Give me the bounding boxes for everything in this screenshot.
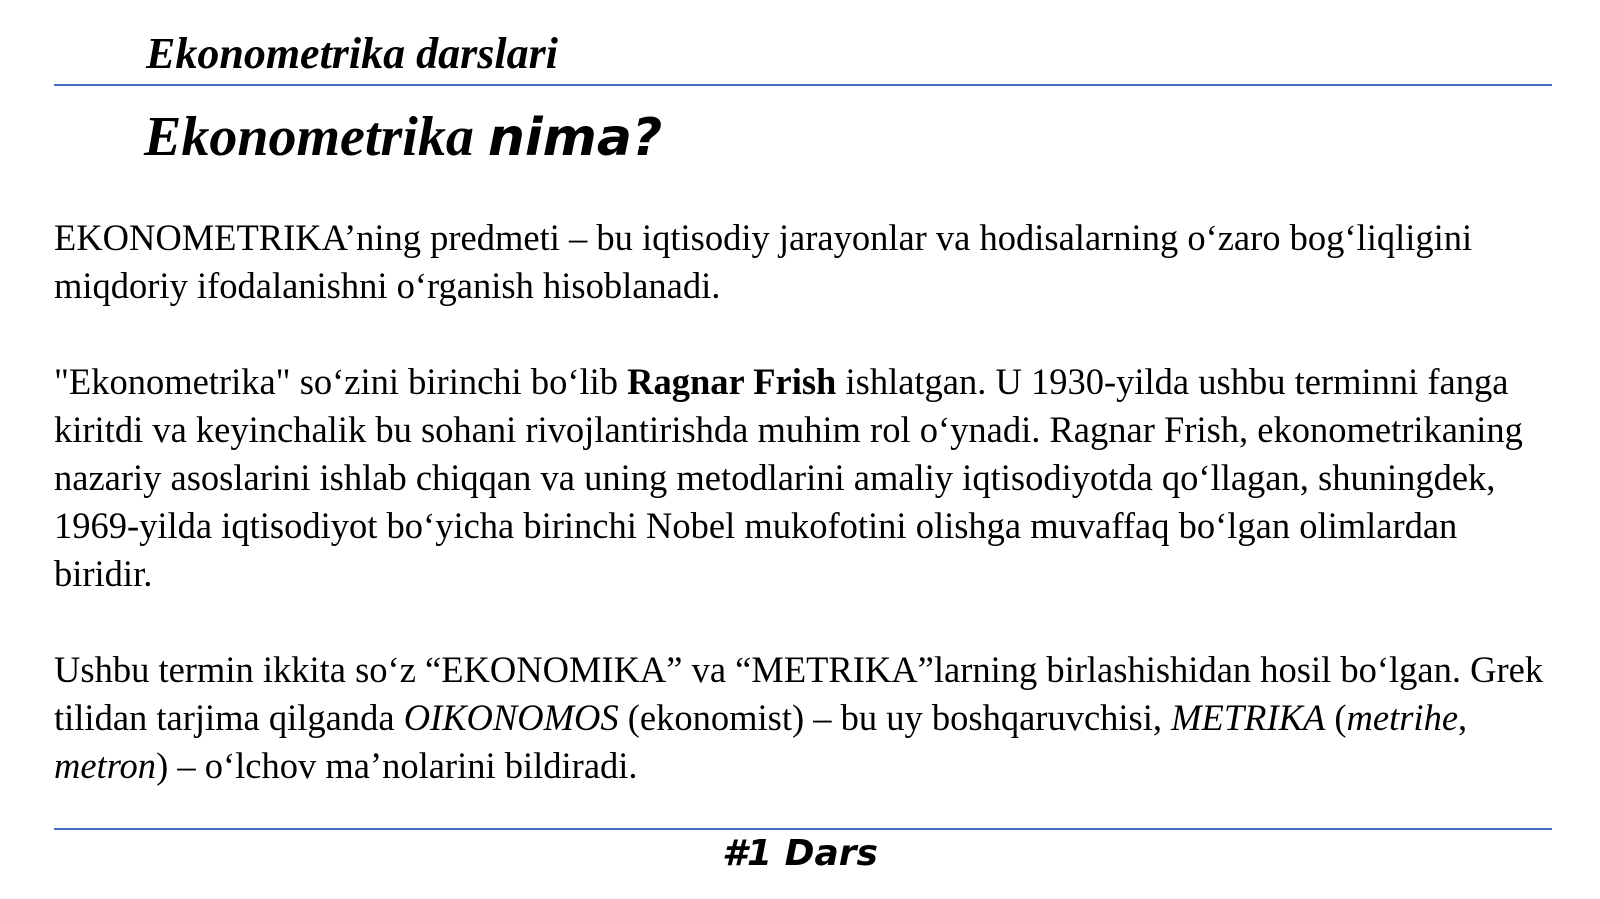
term-oikonomos: OIKONOMOS bbox=[403, 697, 619, 738]
history-text-end: ishlatgan. U 1930-yilda ushbu terminni fanga kiritdi va keyinchalik bu sohani rivojlantirishda muhim rol o‘ynadi. Ragnar Frish, ekonometrikaning nazariy asoslarini ishlab chiqqan va uning metodlarini amaliy iqtisodiyotda qo‘llagan, shuningdek, 1969-yilda iqtisodiyot bo‘yicha birinchi Nobel mukofotini olishga muvaffaq bo‘lgan olimlardan biridir. bbox=[54, 361, 1523, 594]
etymology-text-5: ) – o‘lchov ma’nolarini bildiradi. bbox=[156, 745, 638, 786]
lesson-title-main: Ekonometrika bbox=[144, 106, 488, 168]
course-title: Ekonometrika darslari bbox=[146, 29, 558, 78]
paragraph-history bbox=[54, 358, 1554, 598]
history-text-start: "Ekonometrika" so‘zini birinchi bo‘lib bbox=[54, 361, 628, 402]
body-text bbox=[54, 214, 1554, 790]
paragraph-definition: EKONOMETRIKA’ning predmeti – bu iqtisodiy jarayonlar va hodisalarning o‘zaro bog‘liqligini miqdoriy ifodalanishni o‘rganish hisoblanadi. bbox=[54, 217, 1473, 306]
etymology-text-4: , bbox=[1458, 697, 1468, 738]
term-metron: metron bbox=[54, 745, 157, 786]
lesson-title-question: nima? bbox=[487, 108, 663, 168]
header-divider bbox=[54, 84, 1552, 86]
lesson-number: #1 Dars bbox=[722, 833, 878, 874]
lesson-title bbox=[144, 104, 662, 171]
etymology-text-2: (ekonomist) – bu uy boshqaruvchisi, bbox=[618, 697, 1172, 738]
paragraph-etymology bbox=[54, 646, 1554, 790]
etymology-text-3: ( bbox=[1325, 697, 1347, 738]
term-metrika: METRIKA bbox=[1171, 697, 1326, 738]
etymology-text-1: Ushbu termin ikkita so‘z “EKONOMIKA” va “METRIKA”larning birlashishidan hosil bo‘lgan. Grek tilidan tarjima qilganda bbox=[54, 649, 1544, 738]
term-metrihe: metrihe bbox=[1346, 697, 1459, 738]
author-name: Ragnar Frish bbox=[627, 361, 837, 402]
